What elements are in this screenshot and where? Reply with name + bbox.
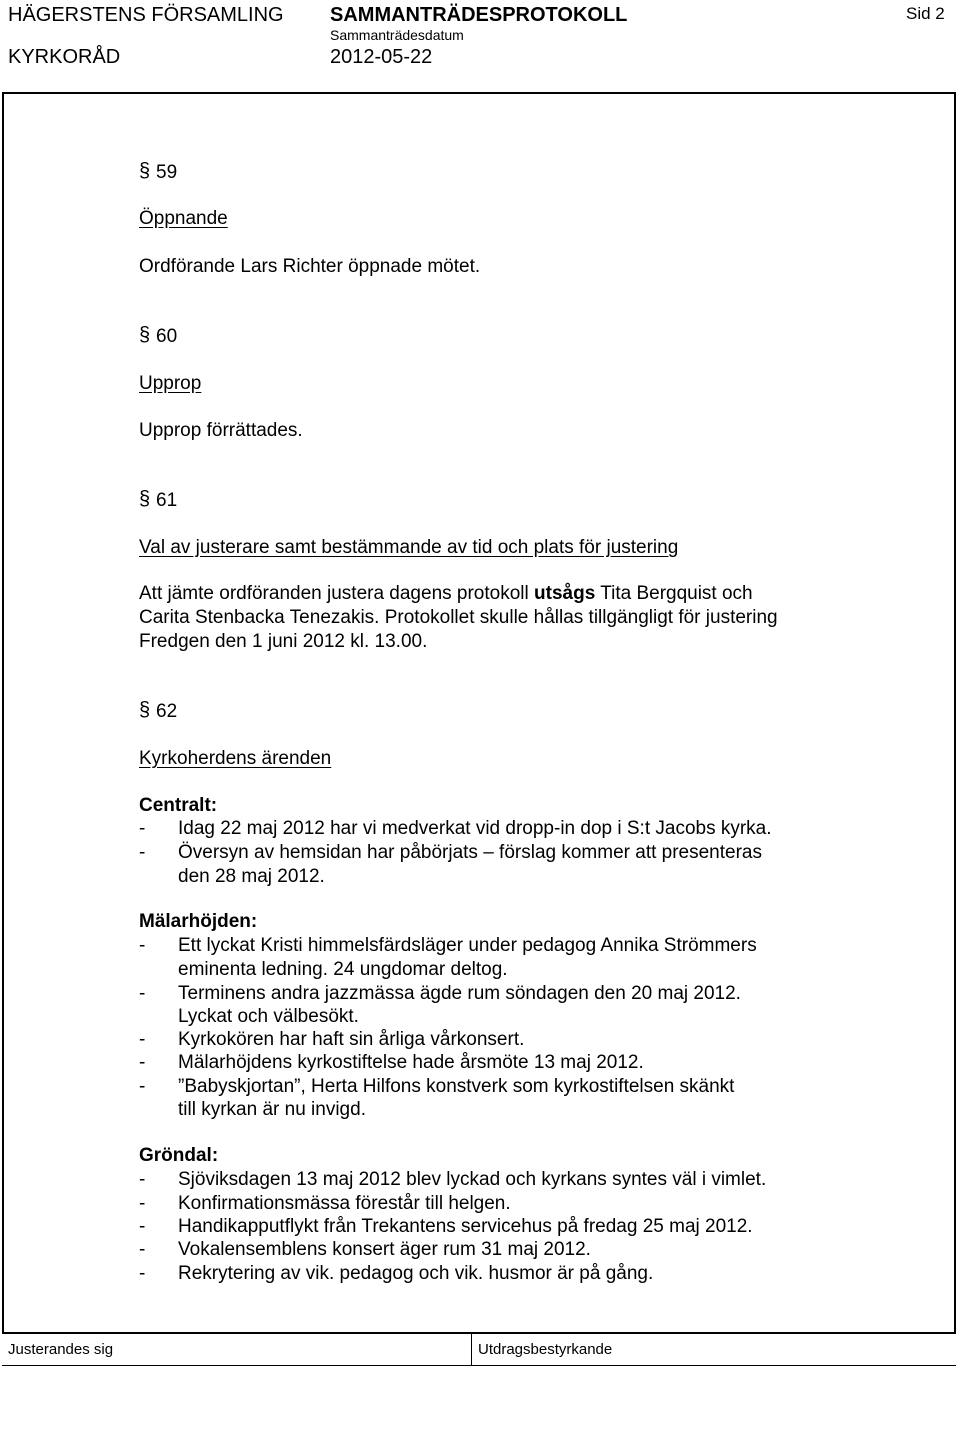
list-item: ”Babyskjortan”, Herta Hilfons konstverk som kyrkostiftelsen skänkt — [178, 1076, 735, 1097]
list-bullet: - — [139, 1029, 146, 1050]
certification-label: Utdragsbestyrkande — [478, 1341, 613, 1358]
list-item: Översyn av hemsidan har påbörjats – förslag kommer att presenteras — [178, 842, 762, 863]
section-body: Ordförande Lars Richter öppnade mötet. — [139, 256, 481, 277]
list-bullet: - — [139, 842, 146, 863]
list-item: Handikapputflykt från Trekantens servicehus på fredag 25 maj 2012. — [178, 1216, 753, 1237]
paragraph-sign-icon: § — [139, 699, 151, 721]
section-heading: Upprop — [139, 373, 202, 394]
footer-rule — [2, 1365, 956, 1366]
board-name: KYRKORÅD — [8, 46, 121, 68]
list-item: Mälarhöjdens kyrkostiftelse hade årsmöte 13 maj 2012. — [178, 1052, 644, 1073]
list-item-continuation: Lyckat och välbesökt. — [178, 1006, 359, 1027]
paragraph-sign-icon: § — [139, 160, 151, 182]
list-bullet: - — [139, 983, 146, 1004]
list-item: Terminens andra jazzmässa ägde rum söndagen den 20 maj 2012. — [178, 983, 741, 1004]
signature-label: Justerandes sig — [8, 1341, 114, 1358]
list-bullet: - — [139, 1216, 146, 1237]
footer-separator — [471, 1334, 472, 1366]
list-item-continuation: eminenta ledning. 24 ungdomar deltog. — [178, 959, 508, 980]
list-bullet: - — [139, 1193, 146, 1214]
paragraph-sign-icon: § — [139, 488, 151, 510]
section-heading: Val av justerare samt bestämmande av tid och plats för justering — [139, 537, 679, 558]
organization-name: HÄGERSTENS FÖRSAMLING — [8, 4, 284, 26]
subheading-grondal: Gröndal: — [139, 1145, 219, 1166]
section-body-line: Carita Stenbacka Tenezakis. Protokollet skulle hållas tillgängligt för justering — [139, 607, 778, 628]
list-item: Idag 22 maj 2012 har vi medverkat vid dropp-in dop i S:t Jacobs kyrka. — [178, 818, 772, 839]
list-bullet: - — [139, 1239, 146, 1260]
list-item: Sjöviksdagen 13 maj 2012 blev lyckad och kyrkans syntes väl i vimlet. — [178, 1169, 767, 1190]
paragraph-sign-icon: § — [139, 324, 151, 346]
section-number: 62 — [156, 701, 178, 722]
list-bullet: - — [139, 818, 146, 839]
list-bullet: - — [139, 935, 146, 956]
list-item-continuation: till kyrkan är nu invigd. — [178, 1099, 366, 1120]
section-body-line: Fredgen den 1 juni 2012 kl. 13.00. — [139, 631, 428, 652]
section-body: Upprop förrättades. — [139, 420, 303, 441]
list-bullet: - — [139, 1052, 146, 1073]
list-bullet: - — [139, 1076, 146, 1097]
list-item-continuation: den 28 maj 2012. — [178, 866, 325, 887]
meeting-date-label: Sammanträdesdatum — [330, 27, 464, 43]
meeting-date: 2012-05-22 — [330, 46, 433, 68]
list-item: Vokalensemblens konsert äger rum 31 maj 2012. — [178, 1239, 591, 1260]
document-title: SAMMANTRÄDESPROTOKOLL — [330, 4, 628, 26]
section-body-line: Att jämte ordföranden justera dagens protokoll utsågs Tita Bergquist och — [139, 583, 753, 604]
list-bullet: - — [139, 1263, 146, 1284]
section-number: 61 — [156, 490, 178, 511]
section-heading: Öppnande — [139, 208, 228, 229]
bold-word: utsågs — [534, 583, 596, 604]
list-item: Ett lyckat Kristi himmelsfärdsläger under pedagog Annika Strömmers — [178, 935, 757, 956]
section-number: 59 — [156, 162, 178, 183]
list-bullet: - — [139, 1169, 146, 1190]
list-item: Rekrytering av vik. pedagog och vik. husmor är på gång. — [178, 1263, 654, 1284]
list-item: Konfirmationsmässa förestår till helgen. — [178, 1193, 511, 1214]
page-number: Sid 2 — [906, 4, 945, 23]
list-item: Kyrkokören har haft sin årliga vårkonsert. — [178, 1029, 525, 1050]
section-heading: Kyrkoherdens ärenden — [139, 748, 332, 769]
subheading-malarhojden: Mälarhöjden: — [139, 911, 258, 932]
section-number: 60 — [156, 326, 178, 347]
subheading-centralt: Centralt: — [139, 795, 218, 816]
